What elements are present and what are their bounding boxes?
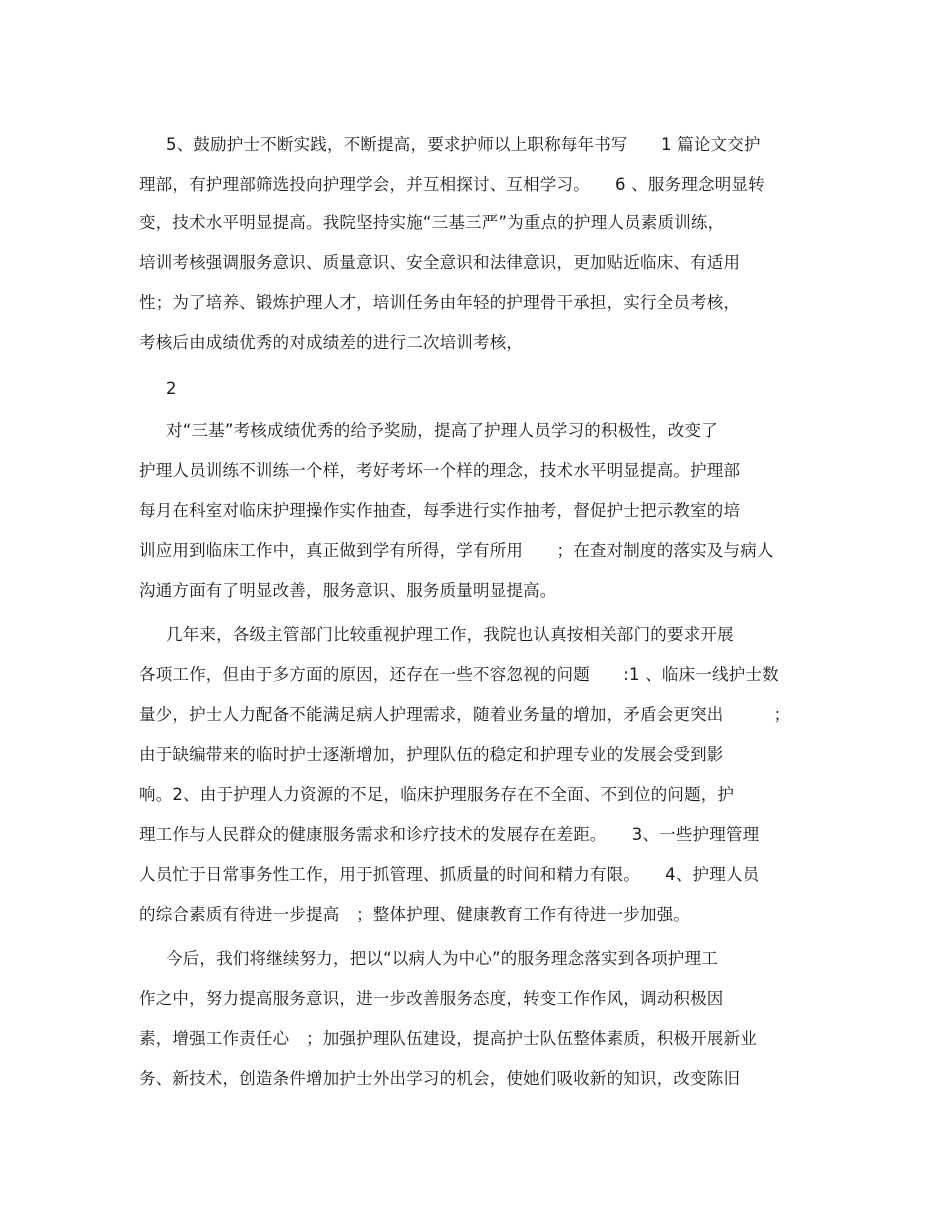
text-line: 对“三基”考核成绩优秀的给予奖励，提高了护理人员学习的积极性，改变了 [166,421,718,440]
text-line: 沟通方面有了明显改善，服务意识、服务质量明显提高。 [139,581,557,600]
text-line: 理工作与人民群众的健康服务需求和诊疗技术的发展存在差距。 3、一些护理管理 [139,825,760,844]
text-line: 培训考核强调服务意识、质量意识、安全意识和法律意识，更加贴近临床、有适用 [139,253,741,272]
text-line: 5、鼓励护士不断实践，不断提高，要求护师以上职称每年书写 1 篇论文交护 [166,135,761,154]
text-line: 变，技术水平明显提高。我院坚持实施“三基三严”为重点的护理人员素质训练， [139,213,725,232]
text-line: 护理人员训练不训练一个样，考好考坏一个样的理念，技术水平明显提高。护理部 [139,461,741,480]
text-line: 各项工作，但由于多方面的原因，还存在一些不容忽视的问题 :1 、临床一线护士数 [139,665,779,684]
text-line: 考核后由成绩优秀的对成绩差的进行二次培训考核， [139,333,524,352]
text-line: 的综合素质有待进一步提高 ；整体护理、健康教育工作有待进一步加强。 [139,905,691,924]
text-line: 几年来，各级主管部门比较重视护理工作，我院也认真按相关部门的要求开展 [166,625,734,644]
text-line: 人员忙于日常事务性工作，用于抓管理、抓质量的时间和精力有限。 4、护理人员 [139,865,760,884]
text-line: 务、新技术，创造条件增加护士外出学习的机会，使她们吸收新的知识，改变陈旧 [139,1069,741,1088]
text-line: 2 [166,379,177,398]
text-line: 今后，我们将继续努力，把以“以病人为中心”的服务理念落实到各项护理工 [166,949,718,968]
text-line: 由于缺编带来的临时护士逐渐增加，护理队伍的稳定和护理专业的发展会受到影 [139,745,724,764]
text-line: 性；为了培养、锻炼护理人才，培训任务由年轻的护理骨干承担，实行全员考核， [139,293,741,312]
text-line: 作之中，努力提高服务意识，进一步改善服务态度，转变工作作风，调动积极因 [139,989,724,1008]
text-line: 响。2、由于护理人力资源的不足，临床护理服务存在不全面、不到位的问题，护 [139,785,735,804]
text-line: 理部，有护理部筛选投向护理学会，并互相探讨、互相学习。 6 、服务理念明显转 [139,175,765,194]
text-line: 每月在科室对临床护理操作实作抽查，每季进行实作抽考，督促护士把示教室的培 [139,501,741,520]
text-line: 量少，护士人力配备不能满足病人护理需求，随着业务量的增加，矛盾会更突出 ； [139,705,791,724]
text-line: 素，增强工作责任心 ；加强护理队伍建设，提高护士队伍整体素质，积极开展新业 [139,1029,757,1048]
text-line: 训应用到临床工作中，真正做到学有所得，学有所用 ；在查对制度的落实及与病人 [139,541,774,560]
